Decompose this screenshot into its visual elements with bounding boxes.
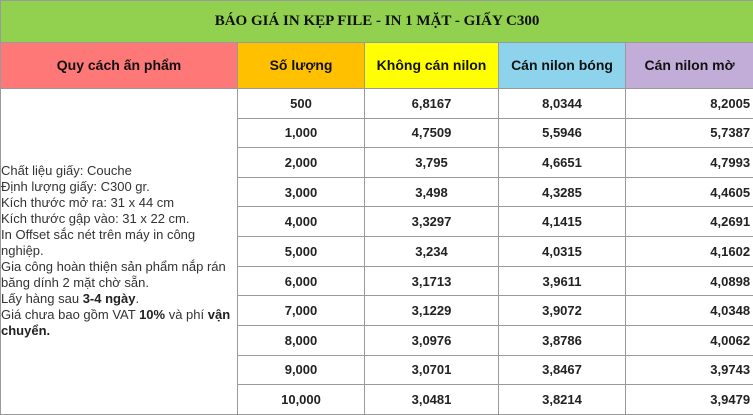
quantity-cell: 6,000 [238, 266, 365, 296]
gloss-lamination-price-cell: 4,6651 [499, 148, 626, 178]
no-lamination-price-cell: 3,0976 [365, 326, 499, 356]
spec-printing: In Offset sắc nét trên máy in công nghiệp. [1, 227, 196, 259]
table-row [1, 88, 753, 118]
gloss-lamination-price-cell: 5,5946 [499, 118, 626, 148]
quantity-cell: 500 [238, 88, 365, 118]
quantity-cell: 2,000 [238, 148, 365, 178]
matte-lamination-price-cell: 3,9743 [626, 355, 753, 385]
gloss-lamination-price-cell: 3,9611 [499, 266, 626, 296]
quantity-cell: 4,000 [238, 207, 365, 237]
header-matte-lamination: Cán nilon mờ [626, 42, 753, 88]
no-lamination-price-cell: 4,7509 [365, 118, 499, 148]
matte-lamination-price-cell: 5,7387 [626, 118, 753, 148]
spec-open-size: Kích thước mở ra: 31 x 44 cm [1, 195, 175, 211]
spec-folded-size: Kích thước gập vào: 31 x 22 cm. [1, 211, 190, 227]
header-spec: Quy cách ấn phẩm [1, 42, 238, 88]
spec-lead-time [1, 291, 237, 307]
spec-description [1, 88, 238, 414]
matte-lamination-price-cell: 8,2005 [626, 88, 753, 118]
quantity-cell: 8,000 [238, 326, 365, 356]
gloss-lamination-price-cell: 8,0344 [499, 88, 626, 118]
no-lamination-price-cell: 3,795 [365, 148, 499, 178]
gloss-lamination-price-cell: 4,3285 [499, 177, 626, 207]
matte-lamination-price-cell: 3,9479 [626, 385, 753, 415]
matte-lamination-price-cell: 4,0348 [626, 296, 753, 326]
lead-time-prefix: Lấy hàng sau [1, 291, 83, 307]
matte-lamination-price-cell: 4,4605 [626, 177, 753, 207]
no-lamination-price-cell: 3,0701 [365, 355, 499, 385]
header-quantity: Số lượng [238, 42, 365, 88]
quantity-cell: 7,000 [238, 296, 365, 326]
gloss-lamination-price-cell: 4,1415 [499, 207, 626, 237]
table-title: BÁO GIÁ IN KẸP FILE - IN 1 MẶT - GIẤY C300 [1, 1, 753, 43]
header-gloss-lamination: Cán nilon bóng [499, 42, 626, 88]
gloss-lamination-price-cell: 3,8786 [499, 326, 626, 356]
vat-prefix: Giá chưa bao gồm VAT [1, 307, 140, 323]
no-lamination-price-cell: 3,1713 [365, 266, 499, 296]
gloss-lamination-price-cell: 4,0315 [499, 237, 626, 267]
matte-lamination-price-cell: 4,2691 [626, 207, 753, 237]
header-no-lamination: Không cán nilon [365, 42, 499, 88]
lead-time-suffix: . [135, 291, 140, 307]
quantity-cell: 5,000 [238, 237, 365, 267]
vat-shipping: vận chuyển. [1, 307, 231, 339]
no-lamination-price-cell: 3,3297 [365, 207, 499, 237]
no-lamination-price-cell: 3,498 [365, 177, 499, 207]
quantity-cell: 1,000 [238, 118, 365, 148]
matte-lamination-price-cell: 4,0898 [626, 266, 753, 296]
spec-weight: Định lượng giấy: C300 gr. [1, 179, 150, 195]
no-lamination-price-cell: 3,234 [365, 237, 499, 267]
no-lamination-price-cell: 3,0481 [365, 385, 499, 415]
gloss-lamination-price-cell: 3,9072 [499, 296, 626, 326]
spec-paper: Chất liệu giấy: Couche [1, 163, 132, 179]
matte-lamination-price-cell: 4,7993 [626, 148, 753, 178]
matte-lamination-price-cell: 4,1602 [626, 237, 753, 267]
vat-rate: 10% [139, 307, 166, 323]
quantity-cell: 10,000 [238, 385, 365, 415]
gloss-lamination-price-cell: 3,8214 [499, 385, 626, 415]
vat-mid: và phí [165, 307, 208, 323]
gloss-lamination-price-cell: 3,8467 [499, 355, 626, 385]
matte-lamination-price-cell: 4,0062 [626, 326, 753, 356]
no-lamination-price-cell: 6,8167 [365, 88, 499, 118]
no-lamination-price-cell: 3,1229 [365, 296, 499, 326]
lead-time-days: 3-4 ngày [82, 291, 136, 307]
spec-vat-note [1, 307, 237, 339]
quantity-cell: 9,000 [238, 355, 365, 385]
spec-finishing: Gia công hoàn thiện sản phẩm nắp rán băng dính 2 mặt chờ sẵn. [1, 259, 226, 291]
quantity-cell: 3,000 [238, 177, 365, 207]
